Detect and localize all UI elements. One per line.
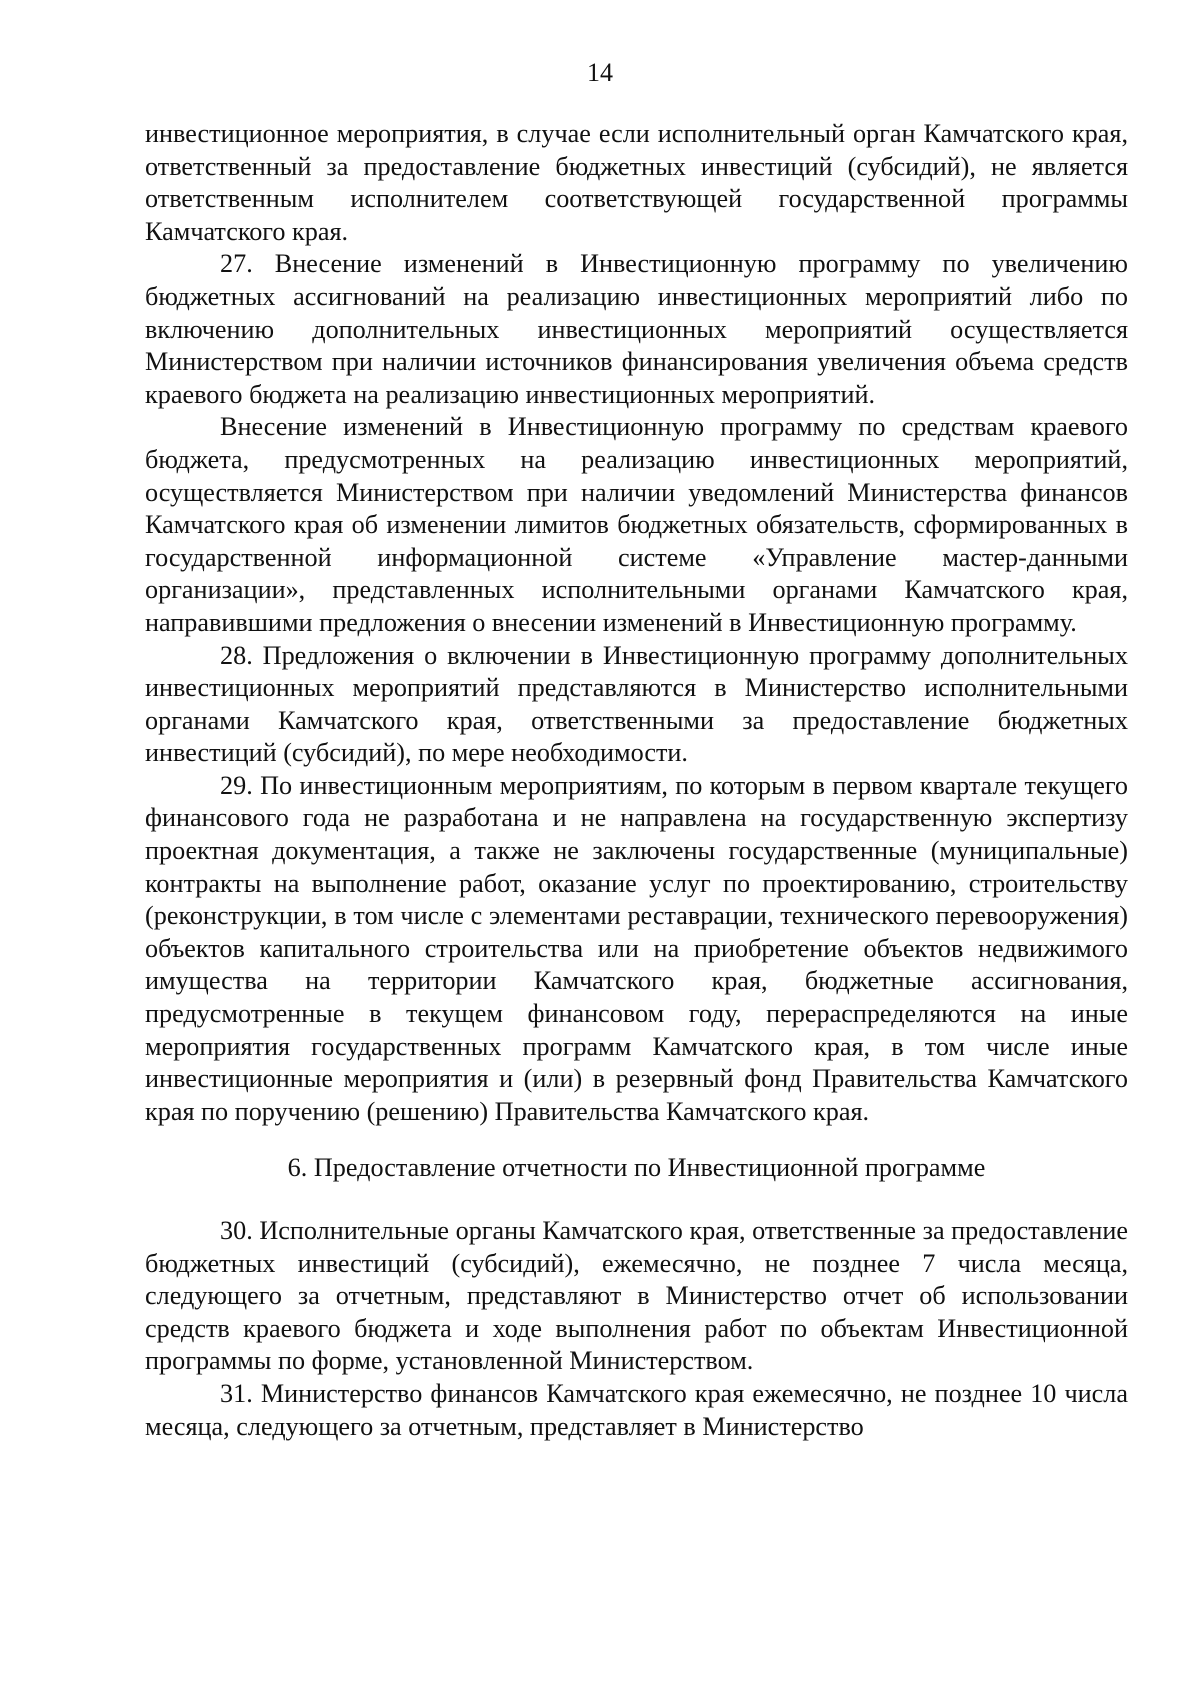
paragraph-27-part-2: Внесение изменений в Инвестиционную программу по средствам краевого бюджета, предусмотренных на реализацию инвестиционных мероприятий, осуществляется Министерством при наличии уведомлений Министерства финансов Камчатского края об изменении лимитов бюджетных обязательств, сформированных в государственной информационной системе «Управление мастер-данными организации», представленных исполнительными органами Камчатского края, направившими предложения о внесении изменений в Инвестиционную программу. [145, 412, 1128, 637]
paragraph-30: 30. Исполнительные органы Камчатского края, ответственные за предоставление бюджетных инвестиций (субсидий), ежемесячно, не позднее 7 числа месяца, следующего за отчетным, представляют в Министерство отчет об использовании средств краевого бюджета и ходе выполнения работ по объектам Инвестиционной программы по форме, установленной Министерством. [145, 1216, 1128, 1376]
paragraph-28: 28. Предложения о включении в Инвестиционную программу дополнительных инвестиционных мероприятий представляются в Министерство исполнительными органами Камчатского края, ответственными за предоставление бюджетных инвестиций (субсидий), по мере необходимости. [145, 640, 1128, 768]
paragraph-continuation: инвестиционное мероприятия, в случае если исполнительный орган Камчатского края, ответственный за предоставление бюджетных инвестиций (субсидий), не является ответственным исполнителем соответствующей государственной программы Камчатского края. [145, 119, 1128, 246]
paragraph-27: 27. Внесение изменений в Инвестиционную программу по увеличению бюджетных ассигнований на реализацию инвестиционных мероприятий либо по включению дополнительных инвестиционных мероприятий осуществляется Министерством при наличии источников финансирования увеличения объема средств краевого бюджета на реализацию инвестиционных мероприятий. [145, 249, 1128, 409]
paragraph-31: 31. Министерство финансов Камчатского края ежемесячно, не позднее 10 числа месяца, следующего за отчетным, представляет в Министерство [145, 1378, 1128, 1441]
section-heading-6: 6. Предоставление отчетности по Инвестиционной программе [287, 1153, 986, 1183]
paragraph-29: 29. По инвестиционным мероприятиям, по которым в первом квартале текущего финансового года не разработана и не направлена на государственную экспертизу проектная документация, а также не заключены государственные (муниципальные) контракты на выполнение работ, оказание услуг по проектированию, строительству (реконструкции, в том числе с элементами реставрации, технического перевооружения) объектов капитального строительства или на приобретение объектов недвижимого имущества на территории Камчатского края, бюджетные ассигнования, предусмотренные в текущем финансовом году, перераспределяются на иные мероприятия государственных программ Камчатского края, в том числе иные инвестиционные мероприятия и (или) в резервный фонд Правительства Камчатского края по поручению (решению) Правительства Камчатского края. [145, 770, 1128, 1126]
document-body [145, 118, 1128, 1443]
page-number: 14 [587, 58, 613, 87]
